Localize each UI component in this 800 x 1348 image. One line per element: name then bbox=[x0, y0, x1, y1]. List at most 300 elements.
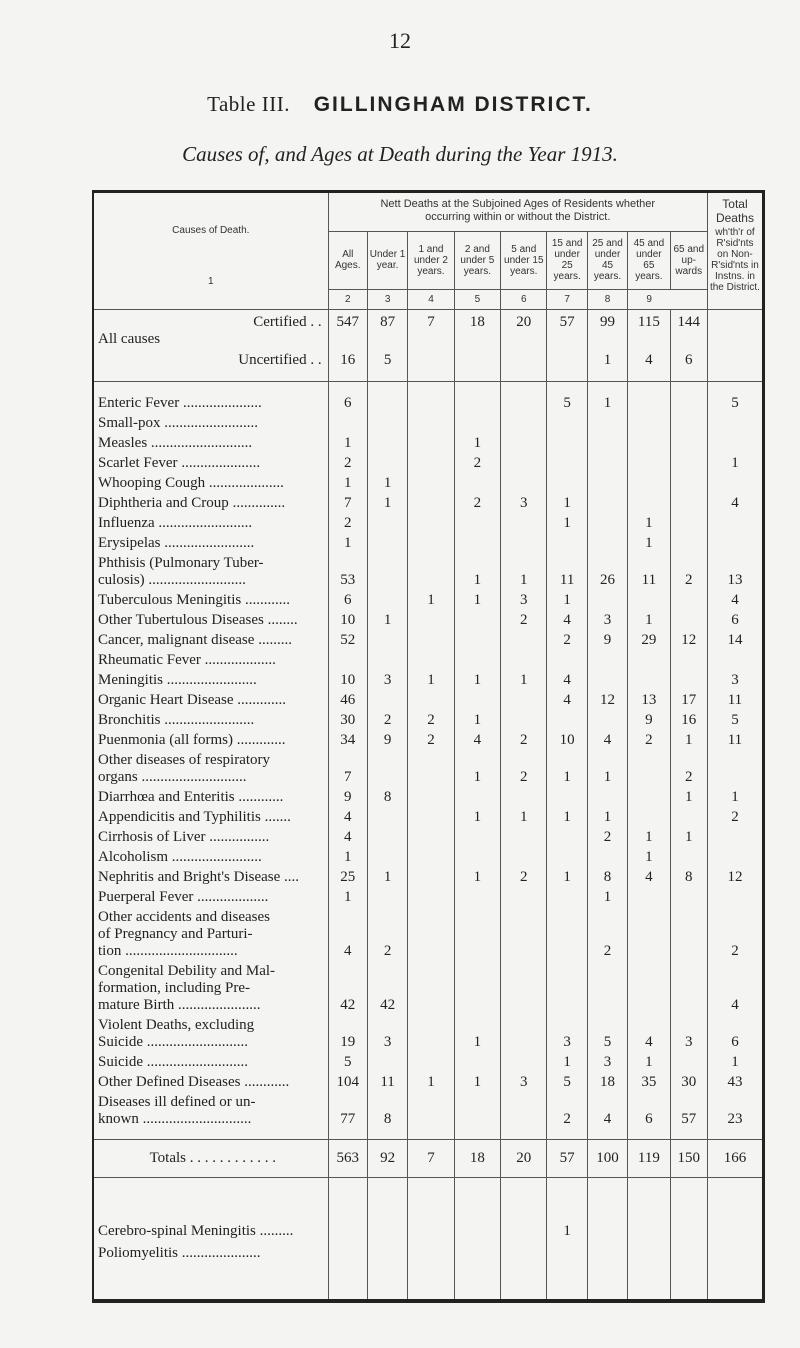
age-count-cell bbox=[587, 1218, 627, 1240]
age-count-cell bbox=[670, 432, 707, 452]
column-number: 3 bbox=[367, 289, 407, 309]
spacer-cell bbox=[328, 374, 367, 382]
age-count-cell bbox=[501, 1091, 547, 1128]
age-count-cell: 1 bbox=[547, 589, 587, 609]
column-number: 1 bbox=[208, 275, 214, 287]
total-deaths-cell: 13 bbox=[707, 552, 762, 589]
dot-leader: ..................... bbox=[177, 454, 261, 471]
dot-leader: .......................... bbox=[144, 571, 246, 588]
cause-label-text: Diphtheria and Croup bbox=[98, 494, 229, 511]
age-count-cell bbox=[367, 749, 407, 786]
age-count-cell bbox=[547, 1240, 587, 1262]
spacer-cell bbox=[670, 374, 707, 382]
age-count-cell bbox=[408, 432, 454, 452]
dot-leader: ....... bbox=[260, 808, 291, 825]
spacer-cell bbox=[501, 1128, 547, 1140]
cause-label-line bbox=[98, 712, 328, 729]
age-count-cell: 1 bbox=[587, 382, 627, 412]
total-deaths-cell bbox=[707, 432, 762, 452]
spacer-cell bbox=[328, 1262, 367, 1300]
table-header bbox=[94, 193, 762, 309]
dot-leader: ..................... bbox=[178, 1244, 261, 1261]
spacer-cell bbox=[587, 374, 627, 382]
age-count-cell: 2 bbox=[547, 629, 587, 649]
age-count-cell bbox=[547, 348, 587, 374]
cause-label-text: Meningitis bbox=[98, 671, 164, 688]
age-count-cell bbox=[501, 629, 547, 649]
cause-label-text: mature Birth bbox=[98, 996, 175, 1013]
age-count-cell: 4 bbox=[547, 689, 587, 709]
age-count-cell bbox=[587, 589, 627, 609]
age-count-cell: 30 bbox=[670, 1071, 707, 1091]
cause-row bbox=[94, 1051, 762, 1071]
dot-leader: ......................... bbox=[154, 514, 253, 531]
age-count-cell: 4 bbox=[587, 1091, 627, 1128]
all-causes-row bbox=[94, 348, 762, 374]
cause-label-line: Congenital Debility and Mal- bbox=[98, 962, 276, 979]
total-deaths-cell: 11 bbox=[707, 689, 762, 709]
age-count-cell bbox=[547, 709, 587, 729]
spacer-cell bbox=[547, 1128, 587, 1140]
age-count-cell: 1 bbox=[328, 432, 367, 452]
cause-label-line bbox=[98, 1074, 328, 1091]
dot-leader: .... bbox=[280, 868, 300, 885]
age-count-cell: 1 bbox=[454, 749, 500, 786]
age-count-cell bbox=[454, 348, 500, 374]
total-deaths-cell: 23 bbox=[707, 1091, 762, 1128]
age-count-cell bbox=[454, 906, 500, 960]
cause-label-text: Influenza bbox=[98, 514, 155, 531]
spacer-cell bbox=[670, 1128, 707, 1140]
cause-label-text: Measles bbox=[98, 434, 148, 451]
age-count-cell: 8 bbox=[587, 866, 627, 886]
cause-label-line bbox=[98, 652, 328, 669]
cause-row bbox=[94, 432, 762, 452]
age-count-cell bbox=[408, 886, 454, 906]
column-number: 8 bbox=[587, 289, 627, 309]
age-count-cell bbox=[628, 786, 670, 806]
cause-label-text: organs bbox=[98, 768, 138, 785]
age-count-cell bbox=[501, 452, 547, 472]
age-count-cell bbox=[454, 689, 500, 709]
age-count-cell: 7 bbox=[328, 492, 367, 512]
age-count-cell: 1 bbox=[501, 806, 547, 826]
cause-label-text: Tuberculous Meningitis bbox=[98, 591, 242, 608]
age-count-cell bbox=[628, 432, 670, 452]
column-number: 6 bbox=[501, 289, 547, 309]
table-subtitle: Causes of, and Ages at Death during the Year 1913. bbox=[182, 142, 618, 166]
cause-label-text: Puerperal Fever bbox=[98, 888, 194, 905]
cause-label-text: Scarlet Fever bbox=[98, 454, 178, 471]
spacer-row bbox=[94, 1128, 762, 1140]
age-count-cell bbox=[587, 472, 627, 492]
age-count-cell bbox=[628, 1240, 670, 1262]
total-deaths-cell: 2 bbox=[707, 906, 762, 960]
age-count-cell bbox=[547, 826, 587, 846]
spacer-cell bbox=[94, 1178, 328, 1218]
cause-label-text: Cerebro-spinal Meningitis bbox=[98, 1222, 256, 1239]
cause-row bbox=[94, 749, 762, 786]
age-count-cell bbox=[328, 1240, 367, 1262]
cause-row bbox=[94, 906, 762, 960]
age-count-cell bbox=[367, 532, 407, 552]
age-count-cell: 26 bbox=[587, 552, 627, 589]
cause-label bbox=[94, 906, 328, 960]
age-group-header: Nett Deaths at the Subjoined Ages of Residents whether occurring within or without the District. bbox=[328, 193, 707, 231]
cause-row bbox=[94, 806, 762, 826]
age-count-cell bbox=[628, 382, 670, 412]
age-count-cell: 563 bbox=[328, 1140, 367, 1178]
age-count-cell: 1 bbox=[367, 609, 407, 629]
cause-label bbox=[94, 452, 328, 472]
age-count-cell: 20 bbox=[501, 1140, 547, 1178]
cause-label-line bbox=[98, 352, 322, 369]
age-count-cell bbox=[628, 749, 670, 786]
spacer-cell bbox=[94, 1262, 328, 1300]
age-count-cell bbox=[547, 532, 587, 552]
age-count-cell: 8 bbox=[367, 1091, 407, 1128]
age-count-cell: 9 bbox=[367, 729, 407, 749]
age-count-cell: 2 bbox=[328, 512, 367, 532]
spacer-cell bbox=[670, 1178, 707, 1218]
cause-row bbox=[94, 412, 762, 432]
total-deaths-header bbox=[707, 193, 762, 309]
spacer-cell bbox=[367, 1128, 407, 1140]
cause-label-text: Bronchitis bbox=[98, 711, 161, 728]
age-count-cell bbox=[547, 906, 587, 960]
age-count-cell: 7 bbox=[328, 749, 367, 786]
age-count-cell: 1 bbox=[328, 532, 367, 552]
age-count-cell bbox=[367, 846, 407, 866]
cause-label bbox=[94, 1014, 328, 1051]
dot-leader: . . bbox=[306, 352, 322, 368]
age-count-cell: 4 bbox=[628, 1014, 670, 1051]
age-count-cell: 1 bbox=[454, 709, 500, 729]
dot-leader: ........ bbox=[263, 611, 298, 628]
age-count-cell bbox=[628, 906, 670, 960]
age-count-cell bbox=[628, 1218, 670, 1240]
cause-label-line bbox=[98, 535, 328, 552]
age-count-cell: 3 bbox=[670, 1014, 707, 1051]
age-count-cell bbox=[408, 689, 454, 709]
cause-row bbox=[94, 589, 762, 609]
cause-label-line bbox=[98, 789, 328, 806]
certification-label: Certified bbox=[253, 313, 307, 330]
age-count-cell: 2 bbox=[328, 452, 367, 472]
cause-label-text: Puenmonia (all forms) bbox=[98, 731, 233, 748]
age-count-cell: 1 bbox=[408, 669, 454, 689]
age-count-cell: 2 bbox=[501, 866, 547, 886]
age-count-cell bbox=[408, 472, 454, 492]
dot-leader: ........................... bbox=[147, 434, 253, 451]
dot-leader: .............. bbox=[228, 494, 286, 511]
cause-label-line bbox=[98, 1223, 328, 1240]
age-count-cell bbox=[408, 846, 454, 866]
totals-label: Totals bbox=[149, 1150, 187, 1166]
age-column-header: All Ages. bbox=[328, 231, 367, 289]
cause-label-text: Other Defined Diseases bbox=[98, 1073, 241, 1090]
cause-label-line bbox=[98, 732, 328, 749]
age-count-cell bbox=[670, 532, 707, 552]
total-deaths-cell: 2 bbox=[707, 806, 762, 826]
age-count-cell bbox=[408, 609, 454, 629]
dot-leader: ........................ bbox=[160, 711, 255, 728]
cause-label-line bbox=[98, 612, 328, 629]
age-count-cell: 1 bbox=[454, 552, 500, 589]
age-count-cell bbox=[454, 649, 500, 669]
age-count-cell bbox=[587, 669, 627, 689]
spacer-cell bbox=[367, 1178, 407, 1218]
age-count-cell: 10 bbox=[328, 669, 367, 689]
age-count-cell bbox=[547, 886, 587, 906]
total-deaths-cell bbox=[707, 826, 762, 846]
age-count-cell bbox=[367, 512, 407, 532]
age-count-cell: 1 bbox=[408, 1071, 454, 1091]
age-count-cell bbox=[408, 749, 454, 786]
total-deaths-cell: 6 bbox=[707, 609, 762, 629]
spacer-cell bbox=[501, 1178, 547, 1218]
age-count-cell bbox=[501, 382, 547, 412]
age-column-header: 25 and under 45 years. bbox=[587, 231, 627, 289]
cause-label-line bbox=[98, 829, 328, 846]
age-count-cell: 5 bbox=[367, 348, 407, 374]
age-count-cell: 1 bbox=[328, 846, 367, 866]
spacer-row bbox=[94, 374, 762, 382]
age-count-cell bbox=[501, 1218, 547, 1240]
cause-label-text: Cirrhosis of Liver bbox=[98, 828, 206, 845]
age-count-cell bbox=[454, 472, 500, 492]
age-count-cell bbox=[367, 589, 407, 609]
age-count-cell: 1 bbox=[587, 886, 627, 906]
cause-label-text: Whooping Cough bbox=[98, 474, 206, 491]
cause-label-line bbox=[98, 415, 328, 432]
dot-leader: ........................... bbox=[143, 1053, 248, 1070]
total-deaths-cell: 6 bbox=[707, 1014, 762, 1051]
total-deaths-cell: 12 bbox=[707, 866, 762, 886]
age-count-cell bbox=[587, 492, 627, 512]
age-count-cell: 1 bbox=[628, 609, 670, 629]
age-count-cell bbox=[587, 452, 627, 472]
age-count-cell: 87 bbox=[367, 309, 407, 348]
age-count-cell bbox=[408, 1240, 454, 1262]
cause-label-line bbox=[98, 672, 328, 689]
age-count-cell bbox=[408, 866, 454, 886]
age-count-cell bbox=[408, 382, 454, 412]
cause-row bbox=[94, 382, 762, 412]
cause-label bbox=[94, 669, 328, 689]
age-count-cell bbox=[408, 629, 454, 649]
age-count-cell bbox=[501, 886, 547, 906]
cause-label-text: Small-pox bbox=[98, 414, 161, 431]
age-count-cell bbox=[454, 1218, 500, 1240]
age-count-cell bbox=[587, 1240, 627, 1262]
cause-label bbox=[94, 512, 328, 532]
total-deaths-cell bbox=[707, 649, 762, 669]
age-count-cell bbox=[547, 452, 587, 472]
age-count-cell bbox=[501, 689, 547, 709]
age-count-cell: 1 bbox=[670, 826, 707, 846]
cause-label-line bbox=[98, 1034, 328, 1051]
age-count-cell: 10 bbox=[328, 609, 367, 629]
age-column-header: 65 and up-wards bbox=[670, 231, 707, 289]
cause-label bbox=[94, 348, 328, 374]
age-count-cell: 5 bbox=[547, 382, 587, 412]
age-count-cell: 1 bbox=[408, 589, 454, 609]
cause-row bbox=[94, 629, 762, 649]
cause-label-line bbox=[98, 1245, 328, 1262]
age-count-cell: 144 bbox=[670, 309, 707, 348]
age-count-cell bbox=[501, 1014, 547, 1051]
age-count-cell: 2 bbox=[367, 709, 407, 729]
age-count-cell bbox=[670, 589, 707, 609]
cause-label-line bbox=[98, 475, 328, 492]
age-count-cell bbox=[408, 806, 454, 826]
spacer-cell bbox=[94, 374, 328, 382]
dot-leader: ......... bbox=[255, 1222, 294, 1239]
age-count-cell: 4 bbox=[328, 906, 367, 960]
age-count-cell: 11 bbox=[547, 552, 587, 589]
age-count-cell bbox=[454, 826, 500, 846]
cause-label-line bbox=[98, 632, 328, 649]
spacer-cell bbox=[628, 1262, 670, 1300]
age-count-cell: 3 bbox=[501, 1071, 547, 1091]
age-count-cell bbox=[367, 629, 407, 649]
cause-label-line: formation, including Pre- bbox=[98, 979, 251, 996]
cause-label-line: of Pregnancy and Parturi- bbox=[98, 925, 253, 942]
cause-label-line bbox=[98, 515, 328, 532]
cause-label-line bbox=[98, 592, 328, 609]
age-count-cell bbox=[367, 649, 407, 669]
spacer-cell bbox=[547, 374, 587, 382]
age-count-cell bbox=[408, 1051, 454, 1071]
age-count-cell: 1 bbox=[454, 1014, 500, 1051]
age-count-cell: 2 bbox=[501, 749, 547, 786]
cause-label bbox=[94, 709, 328, 729]
age-count-cell bbox=[670, 886, 707, 906]
column-number: 7 bbox=[547, 289, 587, 309]
age-count-cell bbox=[501, 826, 547, 846]
age-count-cell: 1 bbox=[547, 806, 587, 826]
total-deaths-cell bbox=[707, 348, 762, 374]
spacer-cell bbox=[501, 1262, 547, 1300]
age-count-cell bbox=[408, 452, 454, 472]
cause-label-line bbox=[98, 572, 328, 589]
spacer-cell bbox=[328, 1128, 367, 1140]
age-count-cell bbox=[670, 512, 707, 532]
age-count-cell: 1 bbox=[547, 866, 587, 886]
age-count-cell bbox=[587, 532, 627, 552]
age-count-cell bbox=[501, 960, 547, 1014]
total-deaths-cell bbox=[707, 309, 762, 348]
age-count-cell bbox=[408, 960, 454, 1014]
cause-label bbox=[94, 960, 328, 1014]
cause-label-line bbox=[98, 435, 328, 452]
cause-row bbox=[94, 1014, 762, 1051]
age-count-cell: 46 bbox=[328, 689, 367, 709]
age-count-cell bbox=[454, 786, 500, 806]
age-count-cell bbox=[628, 472, 670, 492]
age-count-cell bbox=[328, 412, 367, 432]
age-count-cell: 4 bbox=[628, 348, 670, 374]
age-count-cell: 1 bbox=[454, 669, 500, 689]
cause-row bbox=[94, 649, 762, 669]
age-count-cell bbox=[501, 906, 547, 960]
age-count-cell bbox=[587, 709, 627, 729]
dot-leader: ......... bbox=[254, 631, 292, 648]
age-count-cell: 3 bbox=[547, 1014, 587, 1051]
age-count-cell bbox=[670, 382, 707, 412]
age-count-cell: 25 bbox=[328, 866, 367, 886]
age-count-cell: 150 bbox=[670, 1140, 707, 1178]
cause-label-line bbox=[98, 314, 322, 331]
age-count-cell bbox=[547, 649, 587, 669]
age-count-cell: 77 bbox=[328, 1091, 367, 1128]
age-count-cell: 1 bbox=[454, 866, 500, 886]
age-count-cell: 2 bbox=[628, 729, 670, 749]
spacer-cell bbox=[547, 1178, 587, 1218]
age-count-cell: 13 bbox=[628, 689, 670, 709]
age-column-header: 15 and under 25 years. bbox=[547, 231, 587, 289]
age-count-cell bbox=[670, 649, 707, 669]
cause-label-line: Diseases ill defined or un- bbox=[98, 1093, 256, 1110]
cause-label bbox=[94, 1051, 328, 1071]
age-count-cell bbox=[587, 846, 627, 866]
age-count-cell bbox=[367, 452, 407, 472]
spacer-cell bbox=[408, 1262, 454, 1300]
age-count-cell bbox=[367, 432, 407, 452]
cause-label-text: Rheumatic Fever bbox=[98, 651, 201, 668]
age-count-cell: 17 bbox=[670, 689, 707, 709]
all-causes-label: All causes bbox=[98, 330, 161, 347]
spacer-cell bbox=[367, 1262, 407, 1300]
spacer-cell bbox=[547, 1262, 587, 1300]
age-count-cell bbox=[628, 806, 670, 826]
cause-label bbox=[94, 1071, 328, 1091]
age-count-cell: 1 bbox=[328, 472, 367, 492]
cause-label-text: Enteric Fever bbox=[98, 394, 180, 411]
age-count-cell bbox=[501, 649, 547, 669]
spacer-cell bbox=[707, 374, 762, 382]
cause-label-text: Diarrhœa and Enteritis bbox=[98, 788, 235, 805]
age-count-cell bbox=[367, 689, 407, 709]
age-count-cell: 2 bbox=[454, 452, 500, 472]
age-count-cell bbox=[670, 906, 707, 960]
age-count-cell: 1 bbox=[547, 749, 587, 786]
total-deaths-cell: 3 bbox=[707, 669, 762, 689]
total-deaths-cell: 1 bbox=[707, 452, 762, 472]
age-count-cell: 57 bbox=[670, 1091, 707, 1128]
total-deaths-cell: 4 bbox=[707, 960, 762, 1014]
spacer-cell bbox=[328, 1178, 367, 1218]
age-count-cell: 5 bbox=[547, 1071, 587, 1091]
age-count-cell: 2 bbox=[587, 826, 627, 846]
cause-label bbox=[94, 1240, 328, 1262]
age-count-cell bbox=[670, 472, 707, 492]
spacer-cell bbox=[587, 1262, 627, 1300]
age-count-cell bbox=[454, 846, 500, 866]
total-deaths-cell bbox=[707, 412, 762, 432]
age-count-cell: 6 bbox=[628, 1091, 670, 1128]
cause-row bbox=[94, 846, 762, 866]
age-count-cell bbox=[670, 492, 707, 512]
age-count-cell: 4 bbox=[328, 806, 367, 826]
age-count-cell: 1 bbox=[454, 589, 500, 609]
age-count-cell bbox=[670, 1051, 707, 1071]
age-count-cell bbox=[501, 1051, 547, 1071]
age-count-cell bbox=[408, 786, 454, 806]
age-count-cell: 1 bbox=[367, 492, 407, 512]
dot-leader: ............................. bbox=[138, 1110, 252, 1127]
